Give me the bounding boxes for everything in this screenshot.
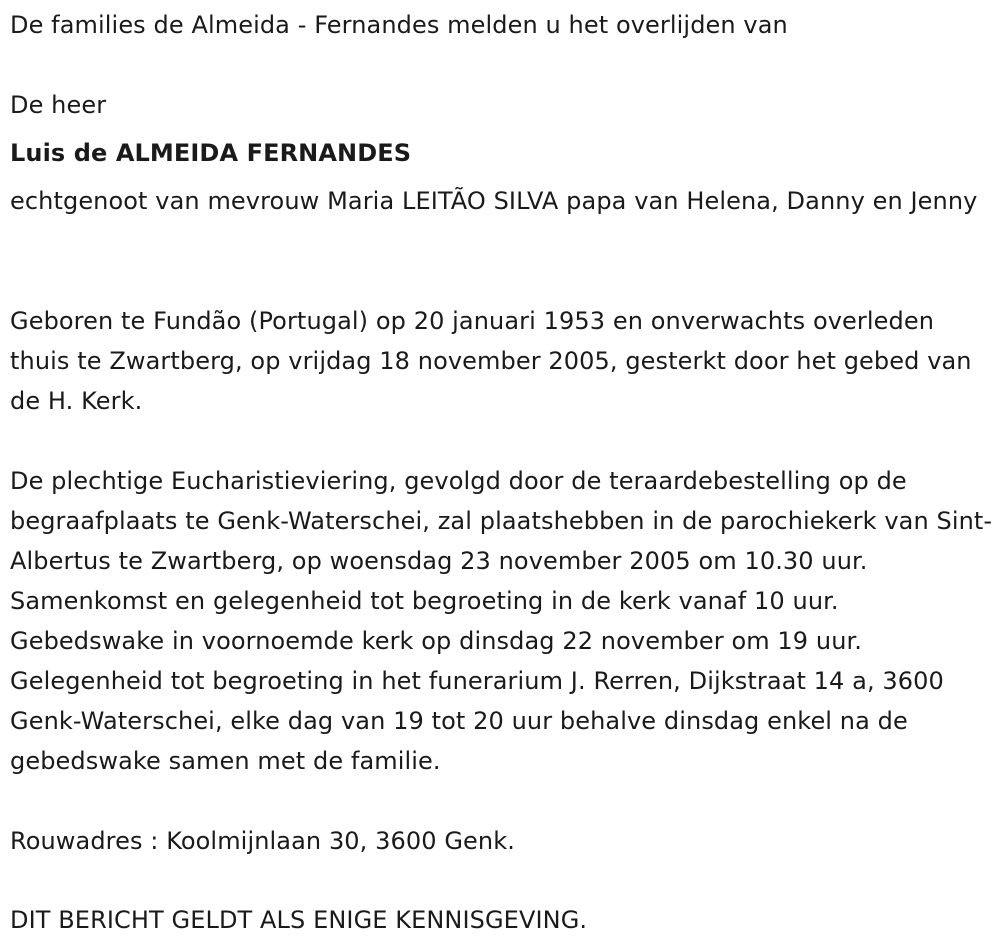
closing-text: DIT BERICHT GELDT ALS ENIGE KENNISGEVING.	[10, 906, 588, 934]
mourning-address: Rouwadres : Koolmijnlaan 30, 3600 Genk.	[10, 827, 515, 855]
ceremony-text: De plechtige Eucharistieviering, gevolgd door de teraardebestelling op de begraafplaats te Genk-Waterschei, zal plaatshebben in de parochiekerk van Sint-Albertus te Zwartberg, op woensdag 23 november 2005 om 10.30 uur. Samenkomst en gelegenheid tot begroeting in de kerk vanaf 10 uur. Gebedswake in voornoemde kerk op dinsdag 22 november om 19 uur. Gelegenheid tot begroeting in het funerarium J. Rerren, Dijkstraat 14 a, 3600 Genk-Waterschei, elke dag van 19 tot 20 uur behalve dinsdag enkel na de gebedswake samen met de familie.	[10, 467, 993, 775]
deceased-name: Luis de ALMEIDA FERNANDES	[10, 139, 412, 167]
salutation: De heer	[10, 91, 107, 119]
family-text: echtgenoot van mevrouw Maria LEITÃO SILVA papa van Helena, Danny en Jenny	[10, 187, 978, 215]
intro-text: De families de Almeida - Fernandes melden u het overlijden van	[10, 11, 788, 39]
birth-death-text: Geboren te Fundão (Portugal) op 20 januari 1953 en onverwachts overleden thuis te Zwartberg, op vrijdag 18 november 2005, gesterkt door het gebed van de H. Kerk.	[10, 307, 972, 415]
